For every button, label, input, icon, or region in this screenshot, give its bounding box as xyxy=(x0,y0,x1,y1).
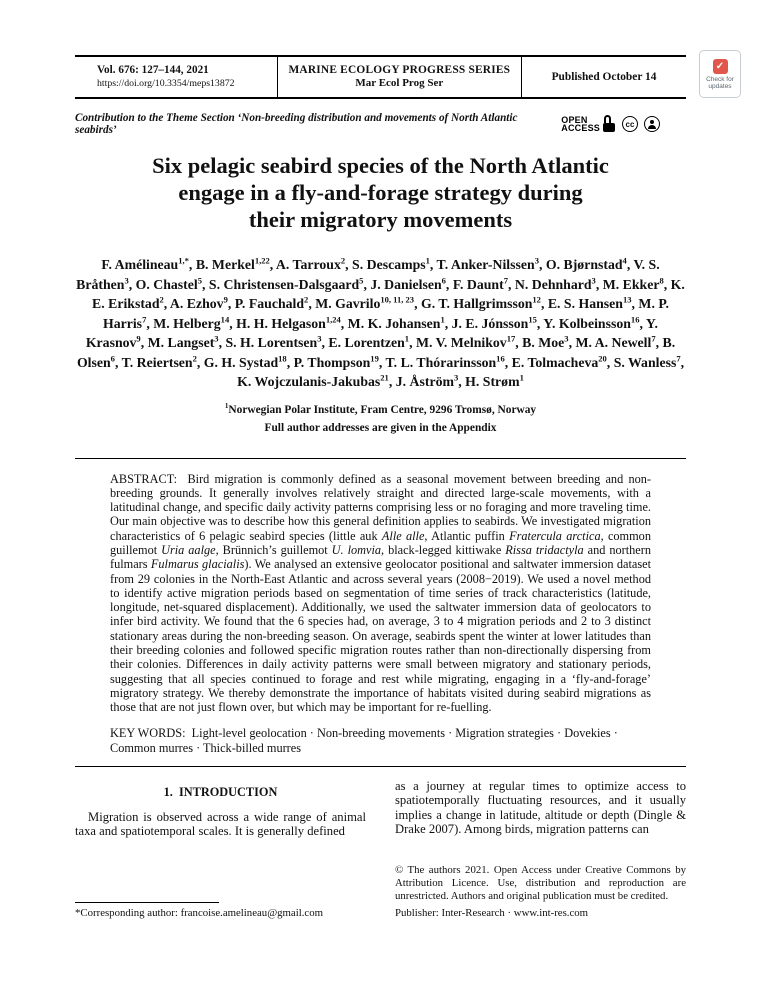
header-volume-cell xyxy=(75,57,277,97)
journal-name: MARINE ECOLOGY PROGRESS SERIES xyxy=(288,64,511,76)
check-for-updates-label xyxy=(706,76,734,90)
footnote-rule xyxy=(75,902,219,903)
divider-below-keywords xyxy=(75,766,686,767)
author-list: F. Amélineau$^{1,*}$, B. Merkel$^{1,22}$, A. Tarroux$^2$, S. Descamps$^1$, T. Anker-Nilssen$^3$, O. Bjørnstad$^4$, V. S. Bråthen$^3$, O. Chastel$^5$, S. Christensen-Dalsgaard$^5$, J. Danielsen$^6$, F. Daunt$^7$, N. Dehnhard$^3$, M. Ekker$^8$, K. E. Erikstad$^2$, A. Ezhov$^9$, P. Fauchald$^2$, M. Gavrilo$^{10, 11, 23}$, G. T. Hallgrimsson$^{12}$, E. S. Hansen$^{13}$, M. P. Harris$^7$, M. Helberg$^{14}$, H. H. Helgason$^{1,24}$, M. K. Johansen$^1$, J. E. Jónsson$^{15}$, Y. Kolbeinsson$^{16}$, Y. Krasnov$^9$, M. Langset$^3$, S. H. Lorentsen$^3$, E. Lorentzen$^1$, M. V. Melnikov$^{17}$, B. Moe$^3$, M. A. Newell$^7$, B. Olsen$^6$, T. Reiertsen$^2$, G. H. Systad$^{18}$, P. Thompson$^{19}$, T. L. Thórarinsson$^{16}$, E. Tolmacheva$^{20}$, S. Wanless$^7$, K. Wojczulanis-Jakubas$^{21}$, J. Åström$^3$, H. Strøm$^1$ xyxy=(76,255,685,389)
check-for-updates-badge[interactable] xyxy=(699,50,741,98)
right-column xyxy=(395,779,686,920)
corresponding-author-prefix: *Corresponding author: xyxy=(75,906,181,919)
person-icon-body xyxy=(648,125,656,129)
intro-paragraph-right: as a journey at regular times to optimize access to spatiotemporally fluctuating resources, and it usually implies a change in latitude, altitude or depth (Dingle & Drake 2007). Among birds, migration patterns can xyxy=(395,778,686,837)
check-for-updates-line1: Check for xyxy=(706,75,734,83)
intro-paragraph-left: Migration is observed across a wide range of animal taxa and spatiotemporal scales. It is generally defined xyxy=(75,809,366,839)
crossmark-icon: ✓ xyxy=(713,59,728,74)
open-access-label xyxy=(561,116,600,133)
open-lock-icon xyxy=(603,115,616,133)
body-columns xyxy=(75,779,686,920)
published-date: Published October 14 xyxy=(551,70,657,83)
footnote-block xyxy=(75,902,366,920)
doi-link[interactable]: https://doi.org/10.3354/meps13872 xyxy=(97,78,235,89)
keywords: KEY WORDS: Light-level geolocation · Non-breeding movements · Migration strategies · Dovekies · Common murres · Thick-billed murres xyxy=(110,725,618,756)
open-access-line1: OPEN xyxy=(561,114,588,125)
header-journal-cell xyxy=(277,57,521,97)
lock-shackle xyxy=(604,115,611,123)
corresponding-author-note xyxy=(75,907,366,920)
cc-label: cc xyxy=(625,119,635,129)
addresses-note: Full author addresses are given in the Appendix xyxy=(264,421,497,434)
publisher-line: Publisher: Inter-Research · www.int-res.com xyxy=(395,906,589,919)
theme-section-note: Contribution to the Theme Section ‘Non-breeding distribution and movements of North Atlantic seabirds’ xyxy=(75,112,518,136)
affiliation: $^1$Norwegian Polar Institute, Fram Centre, 9296 Tromsø, Norway xyxy=(224,401,537,416)
open-access-badge xyxy=(561,115,616,133)
left-column xyxy=(75,779,366,920)
header-published-cell xyxy=(521,57,686,97)
copyright-notice: © The authors 2021. Open Access under Creative Commons by Attribution Licence. Use, distribution and reproduction are unrestricted. Authors and original publication must be credited. xyxy=(395,863,686,902)
volume-info: Vol. 676: 127–144, 2021 xyxy=(97,64,209,76)
cc-icon xyxy=(622,116,638,132)
article-title: Six pelagic seabird species of the North Atlantic engage in a fly-and-forage strategy during their migratory movements xyxy=(152,153,609,232)
check-for-updates-line2: updates xyxy=(708,82,732,90)
person-icon-head xyxy=(650,120,654,124)
journal-header xyxy=(75,55,686,99)
section-heading-introduction: 1. INTRODUCTION xyxy=(163,784,278,799)
license-block xyxy=(395,864,686,920)
corresponding-author-email[interactable]: francoise.amelineau@gmail.com xyxy=(180,906,324,919)
lock-body xyxy=(603,123,615,132)
divider-above-abstract xyxy=(75,458,686,459)
journal-abbrev: Mar Ecol Prog Ser xyxy=(355,77,444,89)
abstract: ABSTRACT: Bird migration is commonly defined as a seasonal movement between breeding and non-breeding grounds. It generally involves relatively straight and directed large-scale movements, with a latitudinal change, and specific daily activity patterns comprising less or no foraging and more traveling time. Our main objective was to describe how this general definition applies to seabirds. We investigated migration characteristics of 6 pelagic seabird species (little auk Alle alle, Atlantic puffin Fratercula arctica, common guillemot Uria aalge, Brünnich’s guillemot U. lomvia, black-legged kittiwake Rissa tridactyla and northern fulmars Fulmarus glacialis). We analysed an extensive geolocator positional and saltwater immersion dataset from 29 colonies in the North-East Atlantic and across several years (2008−2019). We used a novel method to identify active migration periods based on segmentation of time series of track characteristics (latitude, longitude, net-squared displacement). Additionally, we used the saltwater immersion data of geolocators to infer bird activity. We found that the 6 species had, on average, 3 to 4 migration periods and 2 to 3 distinct stationary areas during the non-breeding season. On average, seabirds spent the winter at lower latitudes than their breeding colonies and followed specific migration routes rather than non-directionally dispersing from their colonies. Differences in daily activity patterns were small between migratory and stationary periods, suggesting that all species continued to forage and rest while migrating, engaging in a ‘fly-and-forage’ migratory strategy. We thereby demonstrate the importance of habitats visited during seabird migrations as those that are not just flown over, but which may be important for re-fuelling. xyxy=(110,471,651,715)
license-badges xyxy=(561,115,660,133)
theme-row xyxy=(75,112,686,136)
cc-by-icon xyxy=(644,116,660,132)
open-access-line2: ACCESS xyxy=(561,123,600,133)
